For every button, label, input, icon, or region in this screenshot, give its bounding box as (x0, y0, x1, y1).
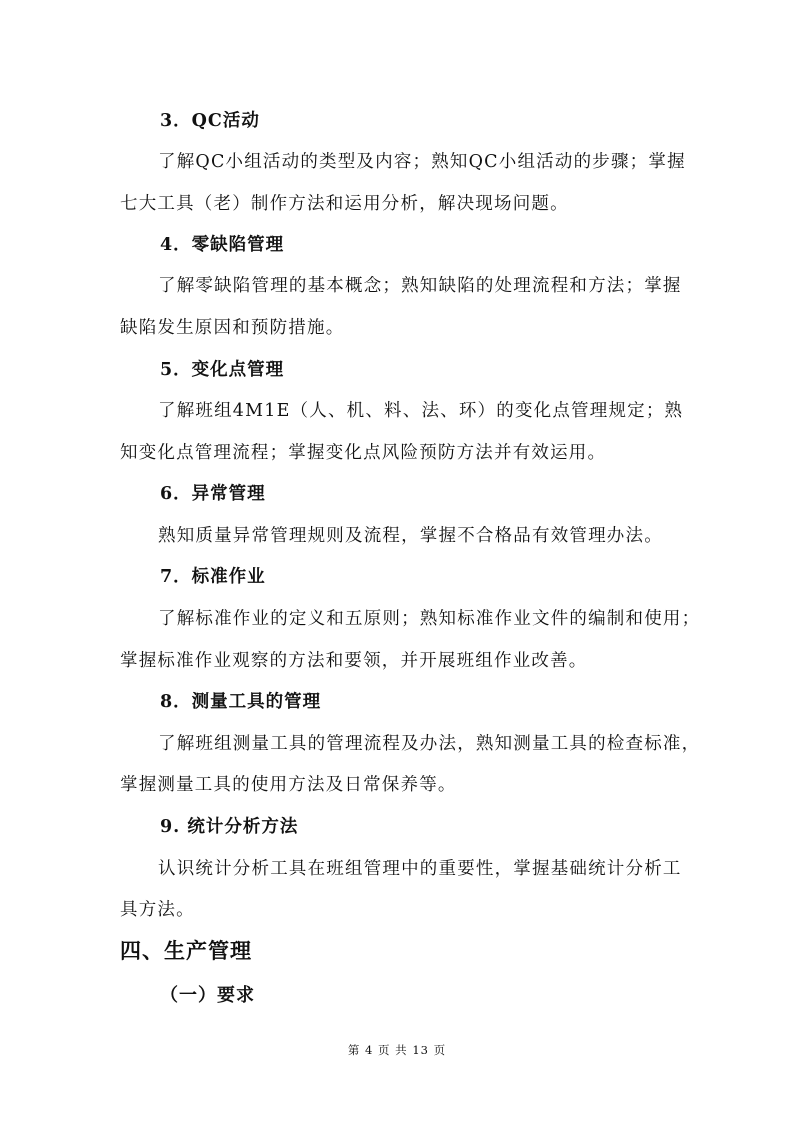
paragraph-line: 熟知质量异常管理规则及流程，掌握不合格品有效管理办法。 (158, 526, 663, 546)
section-heading-zero-defect: 4．零缺陷管理 (160, 235, 285, 255)
section-heading-statistical-analysis: 9. 统计分析方法 (160, 817, 299, 837)
page-footer: 第 4 页 共 13 页 (347, 1043, 447, 1057)
subheading-requirements: （一）要求 (160, 985, 255, 1006)
paragraph-line: 了解班组测量工具的管理流程及办法，熟知测量工具的检查标准， (158, 734, 701, 754)
paragraph-line: 了解班组4M1E（人、机、料、法、环）的变化点管理规定；熟 (158, 401, 684, 421)
paragraph-line: 掌握标准作业观察的方法和要领，并开展班组作业改善。 (120, 651, 588, 671)
paragraph-line: 了解标准作业的定义和五原则；熟知标准作业文件的编制和使用； (158, 609, 701, 629)
paragraph-line: 掌握测量工具的使用方法及日常保养等。 (120, 775, 457, 795)
paragraph-line: 具方法。 (120, 900, 195, 920)
section-heading-change-point: 5．变化点管理 (160, 360, 285, 380)
section-heading-qc-activity: 3．QC活动 (160, 111, 260, 131)
paragraph-line: 知变化点管理流程；掌握变化点风险预防方法并有效运用。 (120, 443, 607, 463)
chapter-heading: 四、生产管理 (120, 938, 252, 963)
section-heading-measuring-tools: 8．测量工具的管理 (160, 692, 322, 712)
section-heading-standard-work: 7．标准作业 (160, 567, 266, 587)
section-heading-exception: 6．异常管理 (160, 484, 266, 504)
paragraph-line: 七大工具（老）制作方法和运用分析，解决现场问题。 (120, 194, 569, 214)
paragraph-line: 认识统计分析工具在班组管理中的重要性，掌握基础统计分析工 (158, 859, 682, 879)
paragraph-line: 了解QC小组活动的类型及内容；熟知QC小组活动的步骤；掌握 (158, 152, 686, 172)
paragraph-line: 了解零缺陷管理的基本概念；熟知缺陷的处理流程和方法；掌握 (158, 276, 682, 296)
paragraph-line: 缺陷发生原因和预防措施。 (120, 318, 345, 338)
